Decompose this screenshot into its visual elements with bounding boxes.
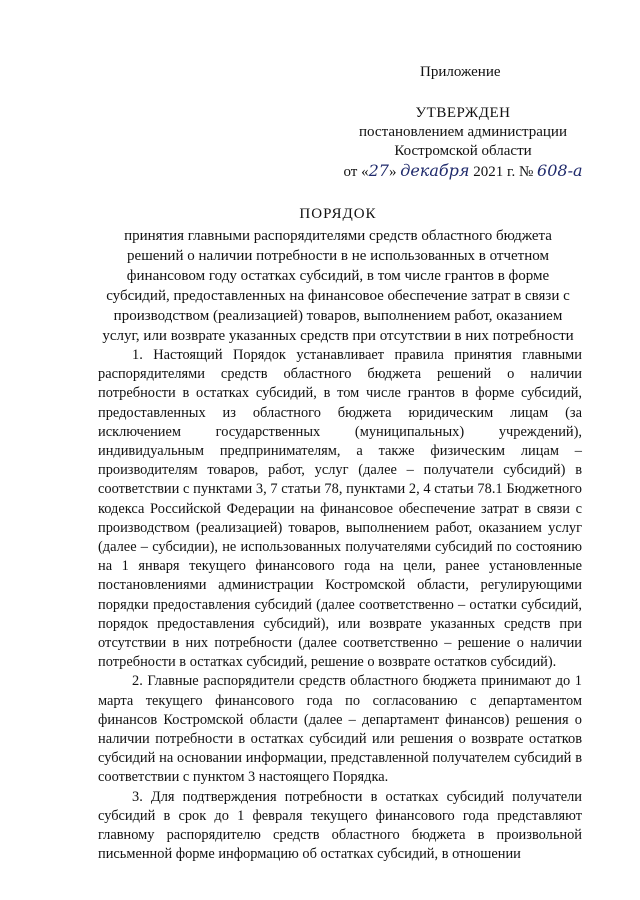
year-text: 2021 г. № [469, 164, 538, 180]
paragraph-1: 1. Настоящий Порядок устанавливает правила принятия главными распорядителями средств областного бюджета решений о наличии потребности в остатках субсидий, в том числе грантов в форме субсидий, предоставленных из областного бюджета юридическим лицам (за исключением государственных (муниципальных) учреждений), индивидуальным предпринимателям, а также физическим лицам – производителям товаров, работ, услуг (далее – получатели субсидий) в соответствии с пунктами 3, 7 статьи 78, пунктами 2, 4 статьи 78.1 Бюджетного кодекса Российской Федерации на финансовое обеспечение затрат в связи с производством (реализацией) товаров, выполнением работ, оказанием услуг (далее – субсидии), не использованных получателями субсидий по состоянию на 1 января текущего финансового года на цели, ранее установленные постановлениями администрации Костромской области, регулирующими порядки предоставления субсидий (далее соответственно – остатки субсидий, порядок предоставления субсидий), или возврате указанных средств при отсутствии в них потребности (далее соответственно – решение о наличии потребности в остатках субсидий, решение о возврате остатков субсидий). [98, 347, 582, 671]
subtitle-line: принятия главными распорядителями средств областного бюджета [124, 228, 552, 244]
subtitle-line: производством (реализацией) товаров, выполнением работ, оказанием [113, 308, 563, 324]
date-prefix: от « [343, 164, 369, 180]
date-mid: » [388, 164, 401, 180]
handwritten-month: декабря [400, 161, 470, 180]
approved-heading: УТВЕРЖДЕН [415, 105, 511, 121]
subtitle-line: услуг, или возврате указанных средств при отсутствии в них потребности [102, 328, 574, 344]
handwritten-day: 27 [368, 161, 389, 180]
approval-stamp-block [318, 104, 608, 182]
subtitle-line: финансовом году остатках субсидий, в том числе грантов в форме [126, 268, 550, 284]
paragraph-3: 3. Для подтверждения потребности в остатках субсидий получатели субсидий в срок до 1 февраля текущего финансового года представляют главному распорядителю средств областного бюджета в произвольной письменной форме информацию об остатках субсидий, в отношении [98, 788, 582, 863]
region-line: Костромской области [394, 143, 532, 159]
appendix-label: Приложение [420, 64, 501, 80]
paragraph-2: 2. Главные распорядители средств областного бюджета принимают до 1 марта текущего финансового года по согласованию с департаментом финансов Костромской области (далее – департамент финансов) решения о наличии потребности в остатках субсидий или решения о возврате остатков субсидий на основании информации, представленной получателем субсидий в соответствии с пунктом 3 настоящего Порядка. [98, 673, 582, 786]
document-body [98, 346, 582, 864]
handwritten-number: 608-а [537, 161, 583, 180]
document-title-block [88, 204, 588, 346]
subtitle-line: субсидий, предоставленных на финансовое обеспечение затрат в связи с [106, 288, 570, 304]
subtitle-line: решений о наличии потребности в не использованных в отчетном [127, 248, 549, 264]
resolution-line: постановлением администрации [359, 124, 567, 140]
date-number-line [318, 161, 608, 182]
document-title: ПОРЯДОК [299, 206, 377, 222]
